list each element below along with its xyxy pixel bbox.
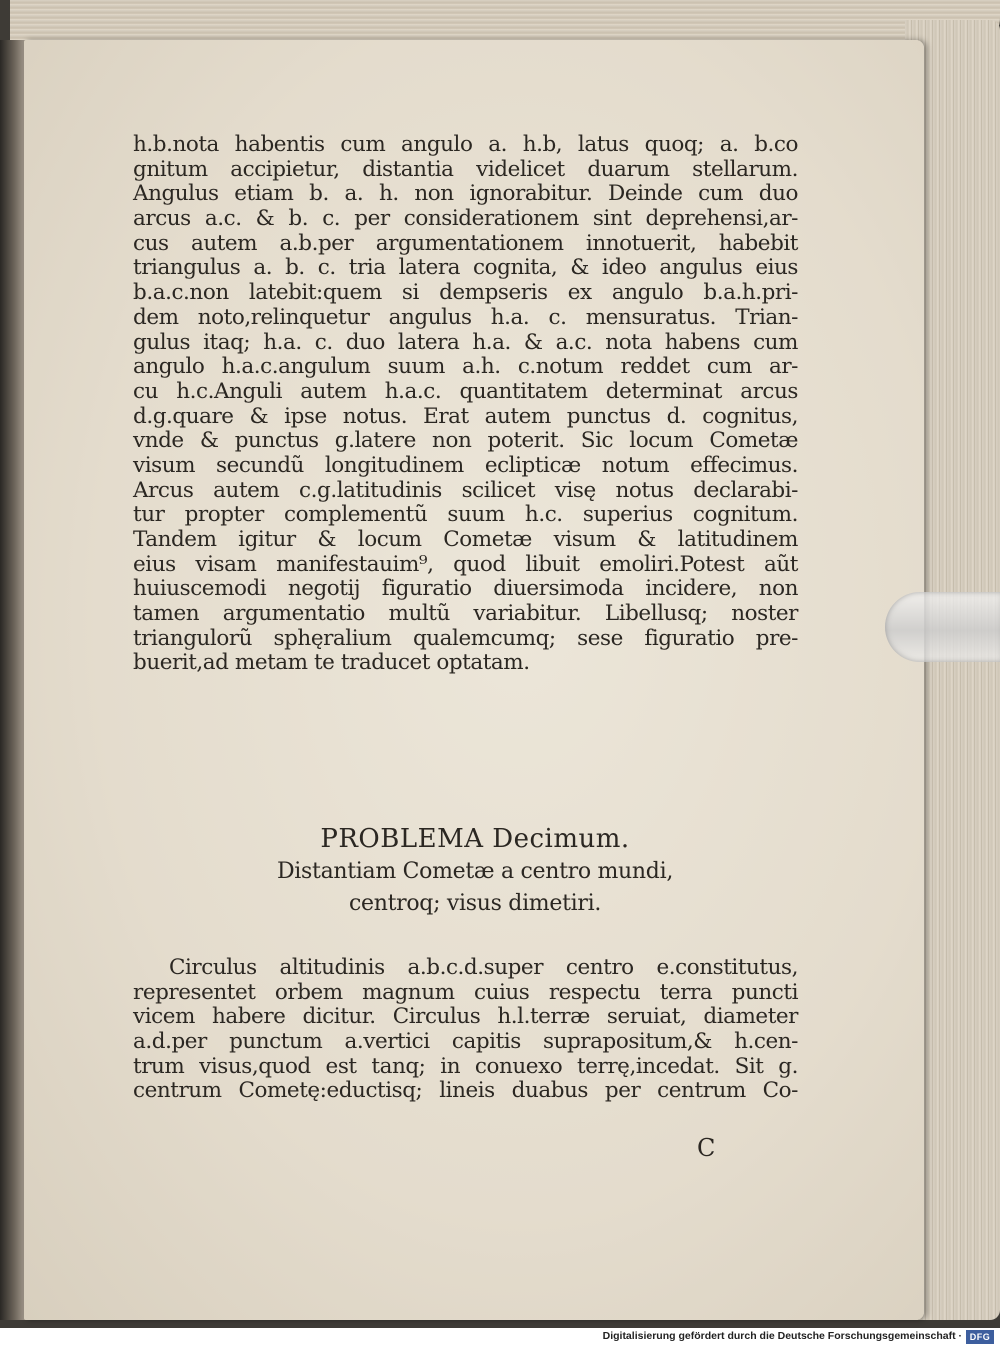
text-line: visum secundũ longitudinem eclipticæ notum effecimus. — [133, 452, 798, 478]
book-spine — [0, 40, 26, 1320]
text-line: triangulus a. b. c. tria latera cognita, & ideo angulus eius — [133, 255, 798, 281]
body-text-lower — [133, 956, 798, 1104]
text-line: buerit,ad metam te traducet optatam. — [133, 650, 530, 676]
text-line: eius visam manifestauim⁹, quod libuit emoliri.Potest aũt — [133, 551, 798, 577]
text-line: dem noto,relinquetur angulus h.a. c. mensuratus. Trian- — [133, 304, 798, 330]
text-line: arcus a.c. & b. c. per considerationem sint deprehensi,ar- — [133, 206, 798, 232]
text-line: a.d.per punctum a.vertici capitis suprapositum,& h.cen- — [133, 1029, 798, 1055]
text-line: vicem habere dicitur. Circulus h.l.terræ seruiat, diameter — [133, 1004, 798, 1030]
signature-mark: C — [697, 1134, 716, 1162]
dfg-logo-icon: DFG — [966, 1330, 994, 1344]
text-line: Arcus autem c.g.latitudinis scilicet visę notus declarabi- — [133, 477, 798, 503]
text-line: Circulus altitudinis a.b.c.d.super centro e.constitutus, — [169, 955, 798, 980]
text-line: tur propter complementũ suum h.c. superius cognitum. — [133, 502, 798, 528]
body-text-upper — [133, 133, 798, 676]
text-line: gnitum accipietur, distantia videlicet duarum stellarum. — [133, 156, 798, 182]
text-line: cu h.c.Anguli autem h.a.c. quantitatem determinat arcus — [133, 378, 798, 404]
text-line: gulus itaq; h.a. c. duo latera h.a. & a.c. nota habens cum — [133, 329, 798, 355]
text-line: huiuscemodi negotij figuratio diuersimoda incidere, non — [133, 576, 798, 602]
problem-subtitle-line-1: Distantiam Cometæ a centro mundi, — [276, 859, 674, 884]
text-line: angulo h.a.c.angulum suum a.h. c.notum reddet cum ar- — [133, 354, 798, 380]
text-line: triangulorũ sphęralium qualemcumq; sese figuratio pre- — [133, 625, 798, 651]
footer-bar — [0, 1328, 1000, 1347]
text-line: representet orbem magnum cuius respectu terra puncti — [133, 979, 798, 1005]
text-line: trum visus,quod est tanq; in conuexo terrę,incedat. Sit g. — [133, 1053, 798, 1079]
problem-title: PROBLEMA Decimum. — [320, 824, 630, 854]
problem-heading — [195, 822, 755, 920]
text-line: vnde & punctus g.latere non poterit. Sic locum Cometæ — [133, 428, 798, 454]
text-line: tamen argumentatio multũ variabitur. Libellusq; noster — [133, 601, 798, 627]
text-line: Angulus etiam b. a. h. non ignorabitur. Deinde cum duo — [133, 181, 798, 207]
text-line: centrum Cometę:eductisq; lineis duabus per centrum Co- — [133, 1078, 798, 1104]
funding-credit: Digitalisierung gefördert durch die Deutsche Forschungsgemeinschaft · — [602, 1330, 962, 1342]
text-line: h.b.nota habentis cum angulo a. h.b, latus quoq; a. b.co — [133, 132, 798, 157]
text-line: b.a.c.non latebit:quem si dempseris ex angulo b.a.h.pri- — [133, 280, 798, 306]
plastic-page-clamp — [885, 592, 1000, 662]
text-line: d.g.quare & ipse notus. Erat autem punctus d. cognitus, — [133, 403, 798, 429]
text-line: Tandem igitur & locum Cometæ visum & latitudinem — [133, 527, 798, 552]
problem-subtitle-line-2: centroq; visus dimetiri. — [348, 891, 602, 916]
text-line: cus autem a.b.per argumentationem innotuerit, habebit — [133, 230, 798, 256]
